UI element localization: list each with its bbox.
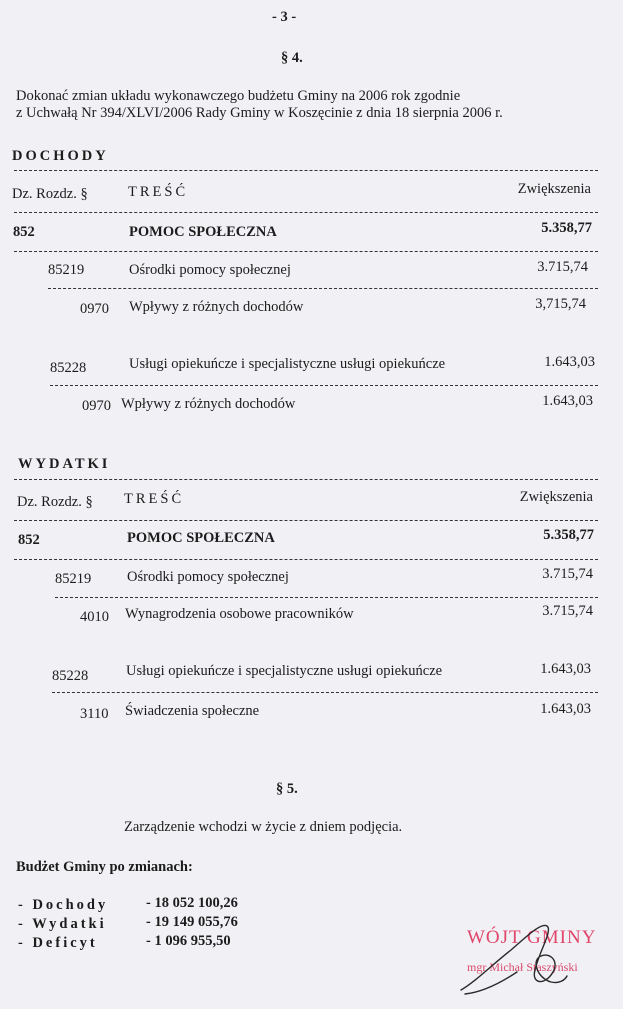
budget-label-deficit: - Deficyt <box>18 935 98 951</box>
divider <box>48 288 598 289</box>
budget-amount-income: - 18 052 100,26 <box>146 895 238 911</box>
income-row-code: 0970 <box>82 398 111 414</box>
expenses-header-amount: Zwiększenia <box>519 489 593 505</box>
expenses-row-code: 3110 <box>80 706 109 722</box>
expenses-row-amount: 3.715,74 <box>542 566 593 582</box>
income-header-tresc: TREŚĆ <box>128 184 189 200</box>
budget-heading: Budżet Gminy po zmianach: <box>16 859 193 875</box>
expenses-row-name: Ośrodki pomocy społecznej <box>127 569 289 585</box>
section-4-title: § 4. <box>281 50 303 66</box>
budget-amount-expenses: - 19 149 055,76 <box>146 914 238 930</box>
income-row-name: Wpływy z różnych dochodów <box>121 396 296 412</box>
expenses-row-code: 85219 <box>55 571 92 587</box>
income-row-code: 0970 <box>80 301 109 317</box>
expenses-row-code: 4010 <box>80 609 109 625</box>
income-row-amount: 1.643,03 <box>542 393 593 409</box>
intro-line-2: z Uchwałą Nr 394/XLVI/2006 Rady Gminy w Koszęcinie z dnia 18 sierpnia 2006 r. <box>16 105 503 121</box>
expenses-division-code: 852 <box>18 532 40 548</box>
divider <box>52 692 598 693</box>
expenses-row-code: 85228 <box>52 668 89 684</box>
income-row-amount: 3.715,74 <box>537 259 588 275</box>
income-row-code: 85228 <box>50 360 87 376</box>
income-header-amount: Zwiększenia <box>517 181 591 197</box>
expenses-heading: WYDATKI <box>18 456 111 472</box>
divider <box>14 170 598 171</box>
signature-icon <box>455 912 595 1002</box>
income-division-amount: 5.358,77 <box>541 220 592 236</box>
section-5-title: § 5. <box>276 781 298 797</box>
income-row-name: Usługi opiekuńcze i specjalistyczne usługi opiekuńcze <box>129 356 446 372</box>
income-row-amount: 3,715,74 <box>535 296 586 312</box>
expenses-row-name: Świadczenia społeczne <box>125 703 260 719</box>
income-row-name: Wpływy z różnych dochodów <box>129 299 304 315</box>
expenses-row-amount: 3.715,74 <box>542 603 593 619</box>
divider <box>14 520 598 521</box>
income-division-code: 852 <box>13 224 35 240</box>
budget-label-expenses: - Wydatki <box>18 916 107 932</box>
expenses-header-codes: Dz. Rozdz. § <box>17 494 93 510</box>
income-division-name: POMOC SPOŁECZNA <box>129 224 277 240</box>
section-5-text: Zarządzenie wchodzi w życie z dniem podjęcia. <box>124 819 403 835</box>
divider <box>14 212 598 213</box>
income-header-codes: Dz. Rozdz. § <box>12 186 88 202</box>
stamp-name: mgr Michał Staszyński <box>467 960 578 974</box>
income-row-name: Ośrodki pomocy społecznej <box>129 262 291 278</box>
stamp-title: WÓJT GMINY <box>467 927 597 948</box>
divider <box>14 559 598 560</box>
expenses-header-tresc: TREŚĆ <box>124 491 185 507</box>
expenses-row-amount: 1.643,03 <box>540 661 591 677</box>
income-row-code: 85219 <box>48 262 85 278</box>
expenses-row-name: Wynagrodzenia osobowe pracowników <box>125 606 354 622</box>
income-heading: DOCHODY <box>12 148 109 164</box>
expenses-row-amount: 1.643,03 <box>540 701 591 717</box>
page-number: - 3 - <box>272 9 297 25</box>
expenses-division-amount: 5.358,77 <box>543 527 594 543</box>
budget-label-income: - Dochody <box>18 897 109 913</box>
divider <box>55 597 598 598</box>
income-row-amount: 1.643,03 <box>544 354 595 370</box>
intro-line-1: Dokonać zmian układu wykonawczego budżetu Gminy na 2006 rok zgodnie <box>16 88 461 104</box>
expenses-division-name: POMOC SPOŁECZNA <box>127 530 275 546</box>
divider <box>14 479 598 480</box>
expenses-row-name: Usługi opiekuńcze i specjalistyczne usługi opiekuńcze <box>126 663 443 679</box>
budget-amount-deficit: - 1 096 955,50 <box>146 933 231 949</box>
divider <box>50 385 598 386</box>
divider <box>14 251 598 252</box>
